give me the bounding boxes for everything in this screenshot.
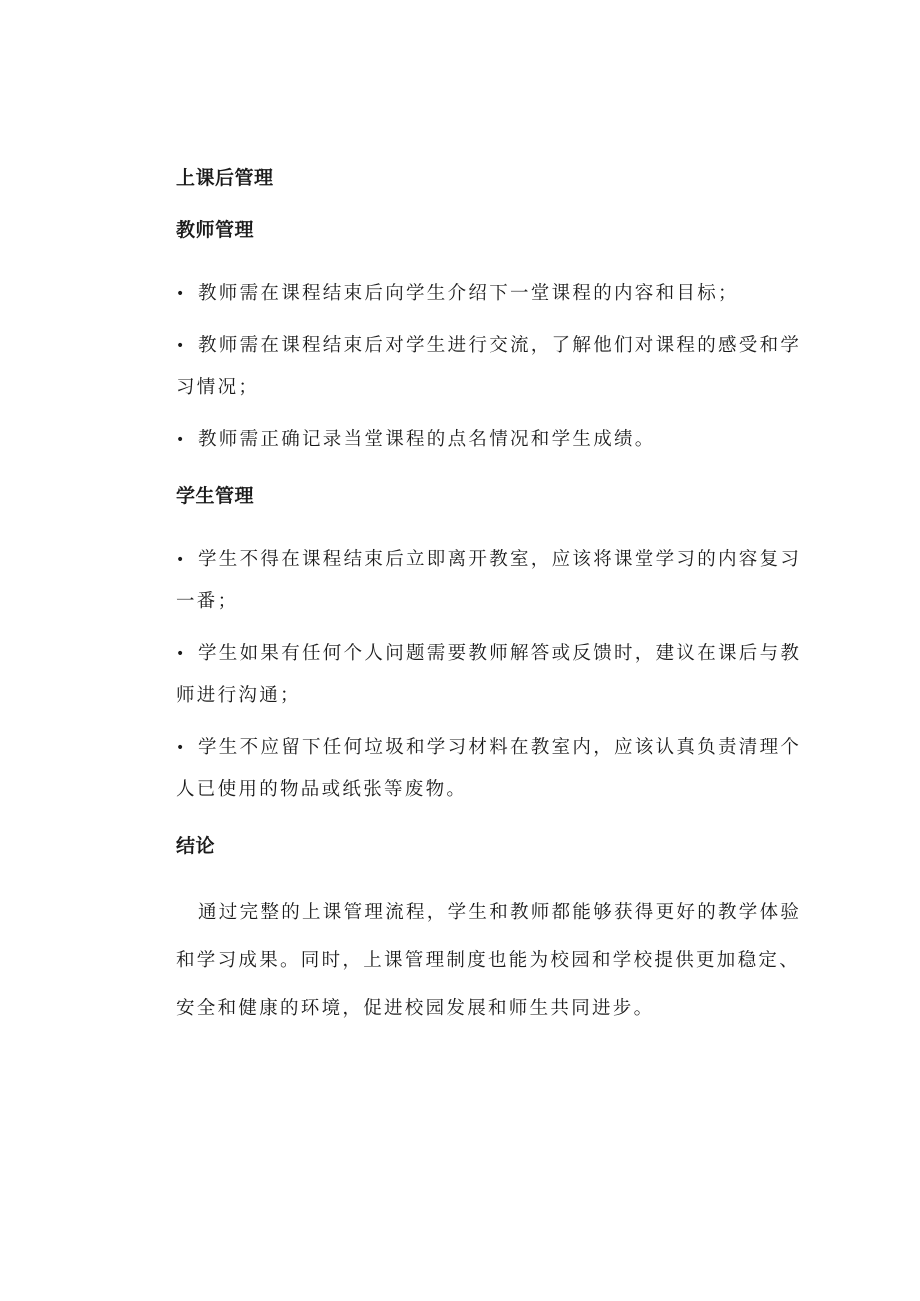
student-section-heading: 学生管理 <box>176 485 255 507</box>
list-item-text: 教师需正确记录当堂课程的点名情况和学生成绩。 <box>198 429 656 450</box>
bullet-icon: • <box>176 432 185 448</box>
document-content <box>176 163 806 1033</box>
list-item-text: 学生不应留下任何垃圾和学习材料在教室内，应该认真负责清理个人已使用的物品或纸张等废物。 <box>176 737 802 800</box>
document-title: 上课后管理 <box>176 167 274 189</box>
bullet-icon: • <box>176 646 185 662</box>
list-item <box>176 539 806 623</box>
bullet-icon: • <box>176 338 185 354</box>
list-item <box>176 633 806 717</box>
teacher-bullet-list <box>176 273 806 461</box>
bullet-icon: • <box>176 552 185 568</box>
bullet-icon: • <box>176 740 185 756</box>
list-item-text: 学生如果有任何个人问题需要教师解答或反馈时，建议在课后与教师进行沟通； <box>176 643 802 706</box>
list-item-text: 学生不得在课程结束后立即离开教室，应该将课堂学习的内容复习一番； <box>176 549 802 612</box>
list-item <box>176 325 806 409</box>
bullet-icon: • <box>176 286 185 302</box>
list-item-text: 教师需在课程结束后向学生介绍下一堂课程的内容和目标； <box>198 283 739 304</box>
list-item-text: 教师需在课程结束后对学生进行交流，了解他们对课程的感受和学习情况； <box>176 335 802 398</box>
list-item <box>176 727 806 811</box>
conclusion-paragraph: 通过完整的上课管理流程，学生和教师都能够获得更好的教学体验和学习成果。同时，上课管理制度也能为校园和学校提供更加稳定、安全和健康的环境，促进校园发展和师生共同进步。 <box>176 902 802 1019</box>
conclusion-heading: 结论 <box>176 835 216 857</box>
teacher-section-heading: 教师管理 <box>176 219 255 241</box>
student-bullet-list <box>176 539 806 811</box>
list-item <box>176 273 806 315</box>
list-item <box>176 419 806 461</box>
